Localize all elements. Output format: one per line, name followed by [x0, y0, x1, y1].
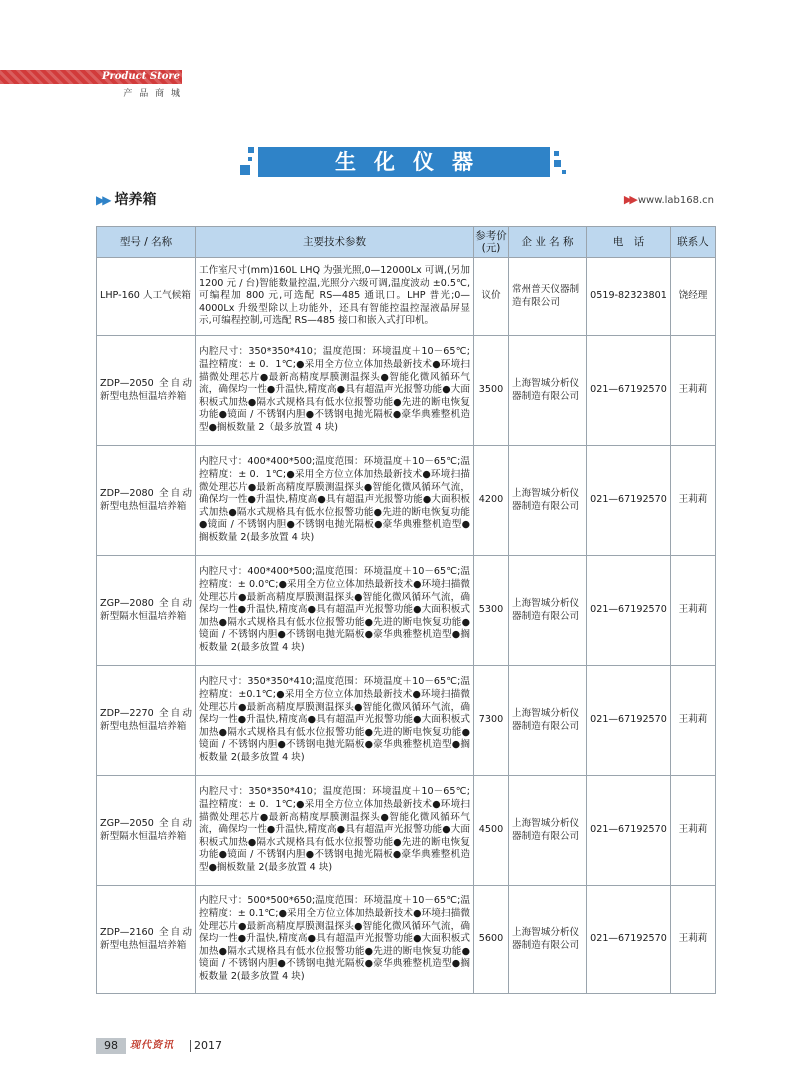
table-row [97, 556, 716, 666]
cell-price: 4200 [474, 446, 509, 556]
issue-year: 2017 [194, 1039, 222, 1052]
category-banner [258, 147, 550, 177]
cell-spec: 内腔尺寸：350*350*410；温度范围：环境温度＋10－65℃;温控精度：± 0．1℃;●采用全方位立体加热最新技术●环境扫描微处理芯片●最新高精度厚膜测温探头●智能化微风循环气流，确保均一性●升温快,精度高●具有超温声光报警功能●大面积板式加热●隔水式规格具有低水位报警功能●先进的断电恢复功能●镜面 / 不锈钢内胆●不锈钢电抛光隔板●豪华典雅整机造型●搁板数量 2（最多放置 4 块) [196, 336, 474, 446]
website-url: www.lab168.cn [637, 195, 714, 206]
cell-company: 常州普天仪器制造有限公司 [509, 258, 587, 336]
header-model: 型号 / 名称 [97, 227, 196, 258]
table-row [97, 258, 716, 336]
cell-contact: 王莉莉 [671, 886, 716, 994]
cell-price: 5300 [474, 556, 509, 666]
cell-spec: 内腔尺寸：500*500*650;温度范围：环境温度＋10－65℃;温控精度：± 0.1℃;●采用全方位立体加热最新技术●环境扫描微处理芯片●最新高精度厚膜测温探头●智能化微风循环气流，确保均一性●升温快,精度高●具有超温声光报警功能●大面积板式加热●隔水式规格具有低水位报警功能●先进的断电恢复功能●镜面 / 不锈钢内胆●不锈钢电抛光隔板●豪华典雅整机造型●搁板数量 2(最多放置 4 块) [196, 886, 474, 994]
header-chinese-title: 产 品 商 城 [123, 89, 182, 99]
double-chevron-icon: ▶▶ [96, 193, 109, 207]
decor-square [554, 160, 561, 167]
cell-phone: 021—67192570 [587, 666, 671, 776]
double-chevron-icon: ▶▶ [623, 193, 635, 206]
cell-price: 4500 [474, 776, 509, 886]
decor-square [248, 157, 252, 161]
cell-spec: 工作室尺寸(mm)160L LHQ 为强光照,0—12000Lx 可调,(另加 1200 元 / 台)智能数量控温,光照分六级可调,温度波动 ±0.5℃,可编程加 800 元,可选配 RS—485 通讯口。LHP 普光;0—4000Lx 升级型除以上功能外，还具有智能控温控湿液晶屏显示,可编程控制,可选配 RS—485 接口和嵌入式打印机。 [196, 258, 474, 336]
header-price: 参考价(元) [474, 227, 509, 258]
header-contact: 联系人 [671, 227, 716, 258]
cell-phone: 0519-82323801 [587, 258, 671, 336]
cell-price: 7300 [474, 666, 509, 776]
section-title-text: 培养箱 [114, 192, 157, 208]
cell-company: 上海智城分析仪器制造有限公司 [509, 446, 587, 556]
cell-model: ZDP—2160 全自动新型电热恒温培养箱 [97, 886, 196, 994]
cell-spec: 内腔尺寸：350*350*410；温度范围：环境温度＋10－65℃;温控精度：± 0．1℃;●采用全方位立体加热最新技术●环境扫描微处理芯片●最新高精度厚膜测温探头●智能化微风循环气流，确保均一性●升温快,精度高●具有超温声光报警功能●大面积板式加热●隔水式规格具有低水位报警功能●先进的断电恢复功能●镜面 / 不锈钢内胆●不锈钢电抛光隔板●豪华典雅整机造型●搁板数量 2(最多放置 4 块) [196, 776, 474, 886]
header-company: 企 业 名 称 [509, 227, 587, 258]
decor-square [240, 165, 250, 175]
cell-contact: 王莉莉 [671, 556, 716, 666]
cell-contact: 王莉莉 [671, 446, 716, 556]
table-row [97, 446, 716, 556]
cell-phone: 021—67192570 [587, 886, 671, 994]
cell-model: LHP-160 人工气候箱 [97, 258, 196, 336]
cell-spec: 内腔尺寸：400*400*500;温度范围：环境温度＋10－65℃;温控精度：± 0.0℃;●采用全方位立体加热最新技术●环境扫描微处理芯片●最新高精度厚膜测温探头●智能化微风循环气流，确保均一性●升温快,精度高●具有超温声光报警功能●大面积板式加热●隔水式规格具有低水位报警功能●先进的断电恢复功能●镜面 / 不锈钢内胆●不锈钢电抛光隔板●豪华典雅整机造型●搁板数量 2(最多放置 4 块) [196, 556, 474, 666]
table-row [97, 776, 716, 886]
cell-company: 上海智城分析仪器制造有限公司 [509, 776, 587, 886]
cell-model: ZDP—2050 全自动新型电热恒温培养箱 [97, 336, 196, 446]
decor-square [562, 170, 566, 174]
category-title: 生化仪器 [335, 150, 491, 174]
header-phone: 电 话 [587, 227, 671, 258]
table-header-row [97, 227, 716, 258]
cell-phone: 021—67192570 [587, 776, 671, 886]
cell-model: ZGP—2050 全自动新型隔水恒温培养箱 [97, 776, 196, 886]
website-label [624, 192, 714, 209]
cell-phone: 021—67192570 [587, 446, 671, 556]
table-row [97, 666, 716, 776]
cell-company: 上海智城分析仪器制造有限公司 [509, 556, 587, 666]
decor-square [248, 147, 254, 153]
table-row [97, 336, 716, 446]
cell-contact: 饶经理 [671, 258, 716, 336]
decor-square [554, 151, 559, 156]
page-number: 98 [104, 1039, 118, 1052]
product-table [96, 226, 716, 994]
header-spec: 主要技术参数 [196, 227, 474, 258]
table-row [97, 886, 716, 994]
cell-price: 议价 [474, 258, 509, 336]
section-title [96, 191, 156, 209]
cell-company: 上海智城分析仪器制造有限公司 [509, 336, 587, 446]
cell-contact: 王莉莉 [671, 336, 716, 446]
cell-company: 上海智城分析仪器制造有限公司 [509, 666, 587, 776]
cell-price: 3500 [474, 336, 509, 446]
cell-contact: 王莉莉 [671, 776, 716, 886]
cell-price: 5600 [474, 886, 509, 994]
cell-model: ZDP—2270 全自动新型电热恒温培养箱 [97, 666, 196, 776]
cell-model: ZGP—2080 全自动新型隔水恒温培养箱 [97, 556, 196, 666]
footer-divider [190, 1040, 191, 1052]
cell-company: 上海智城分析仪器制造有限公司 [509, 886, 587, 994]
cell-phone: 021—67192570 [587, 336, 671, 446]
cell-spec: 内腔尺寸：350*350*410;温度范围：环境温度＋10－65℃;温控精度：±0.1℃;●采用全方位立体加热最新技术●环境扫描微处理芯片●最新高精度厚膜测温探头●智能化微风循环气流，确保均一性●升温快,精度高●具有超温声光报警功能●大面积板式加热●隔水式规格具有低水位报警功能●先进的断电恢复功能●镜面 / 不锈钢内胆●不锈钢电抛光隔板●豪华典雅整机造型●搁板数量 2(最多放置 4 块) [196, 666, 474, 776]
cell-model: ZDP—2080 全自动新型电热恒温培养箱 [97, 446, 196, 556]
cell-contact: 王莉莉 [671, 666, 716, 776]
header-english-title: Product Store [101, 71, 180, 82]
cell-phone: 021—67192570 [587, 556, 671, 666]
cell-spec: 内腔尺寸：400*400*500;温度范围：环境温度＋10－65℃;温控精度：± 0．1℃;●采用全方位立体加热最新技术●环境扫描微处理芯片●最新高精度厚膜测温探头●智能化微风循环气流，确保均一性●升温快,精度高●具有超温声光报警功能●大面积板式加热●隔水式规格具有低水位报警功能●先进的断电恢复功能●镜面 / 不锈钢内胆●不锈钢电抛光隔板●豪华典雅整机造型●搁板数量 2(最多放置 4 块) [196, 446, 474, 556]
magazine-name: 现代资讯 [130, 1040, 174, 1051]
